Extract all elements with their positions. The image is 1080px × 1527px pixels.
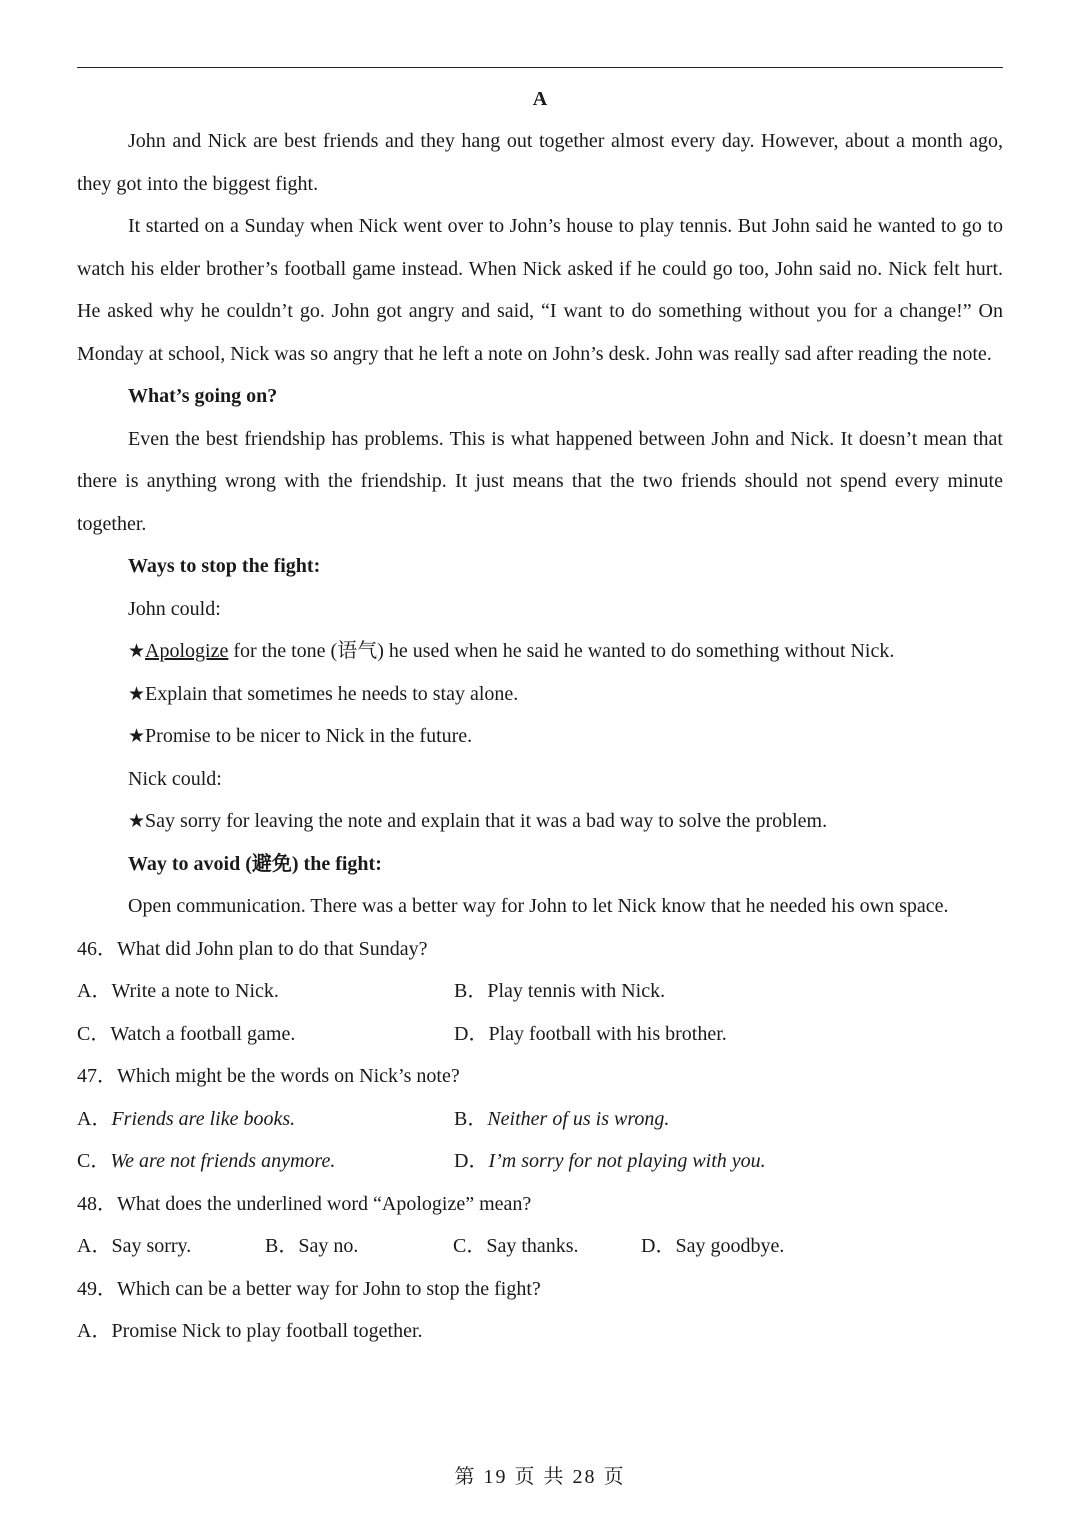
option-text: Neither of us is wrong. (487, 1107, 670, 1130)
question-48-options-row (77, 1225, 1003, 1268)
star-icon: ★ (128, 725, 146, 747)
nick-could-label: Nick could: (128, 767, 222, 790)
star-icon: ★ (128, 640, 146, 662)
option-text: Friends are like books. (111, 1107, 296, 1130)
underlined-word-apologize: Apologize (145, 640, 229, 662)
question-47-option-c (77, 1140, 454, 1183)
question-47-option-a (77, 1098, 454, 1141)
option-label: A． (77, 1107, 112, 1130)
option-text: We are not friends anymore. (110, 1150, 336, 1172)
question-46-option-d: D．Play football with his brother. (454, 1022, 727, 1045)
question-46-options-row-2 (77, 1013, 1003, 1056)
question-47-option-d (454, 1140, 766, 1183)
question-49-stem: 49．Which can be a better way for John to stop the fight? (77, 1277, 541, 1300)
nick-tip-1-text: Say sorry for leaving the note and explain that it was a bad way to solve the problem. (145, 810, 828, 832)
star-icon: ★ (128, 682, 146, 705)
question-47-stem: 47．Which might be the words on Nick’s note? (77, 1065, 460, 1087)
question-46-option-a: A．Write a note to Nick. (77, 980, 279, 1002)
question-46-option-c: C．Watch a football game. (77, 1022, 296, 1045)
passage-paragraph-2: It started on a Sunday when Nick went over to John’s house to play tennis. But John said he wanted to go to watch his elder brother’s football game instead. When Nick asked if he could go too, John said no. Nick felt hurt. He asked why he couldn’t go. John got angry and said, “I want to do something without you for a change!” On Monday at school, Nick was so angry that he left a note on John’s desk. John was really sad after reading the note. (77, 215, 1003, 365)
question-47-options-row-2 (77, 1140, 1003, 1183)
question-46-option-b: B．Play tennis with Nick. (454, 980, 666, 1002)
question-47-option-b (454, 1098, 669, 1141)
heading-ways-to-stop: Ways to stop the fight: (128, 555, 321, 577)
john-tip-3 (77, 715, 1003, 758)
option-label: D． (454, 1150, 489, 1172)
question-46-stem: 46．What did John plan to do that Sunday? (77, 937, 428, 960)
john-tip-2-text: Explain that sometimes he needs to stay alone. (145, 682, 519, 705)
question-48-option-a: A．Say sorry. (77, 1235, 192, 1257)
heading-way-to-avoid: Way to avoid (避免) the fight: (128, 852, 382, 875)
john-tip-2 (77, 673, 1003, 716)
question-47-options-row-1 (77, 1098, 1003, 1141)
john-tip-1 (77, 630, 1003, 673)
question-49-option-a: A．Promise Nick to play football together. (77, 1320, 423, 1342)
john-tip-3-text: Promise to be nicer to Nick in the future. (145, 725, 473, 747)
document-body (77, 120, 1003, 1353)
header-rule (77, 67, 1003, 68)
john-could-label: John could: (128, 597, 221, 620)
question-48-stem: 48．What does the underlined word “Apologize” mean? (77, 1192, 532, 1215)
passage-paragraph-4: Open communication. There was a better way for John to let Nick know that he needed his own space. (128, 895, 949, 917)
star-icon: ★ (128, 810, 146, 832)
passage-paragraph-1: John and Nick are best friends and they hang out together almost every day. However, about a month ago, they got into the biggest fight. (77, 130, 1003, 195)
section-title: A (532, 88, 548, 110)
question-48-option-c: C．Say thanks. (453, 1235, 579, 1257)
question-48-option-d: D．Say goodbye. (641, 1235, 785, 1257)
option-text: I’m sorry for not playing with you. (488, 1150, 766, 1172)
nick-tip-1 (77, 800, 1003, 843)
page-footer: 第 19 页 共 28 页 (454, 1466, 626, 1488)
passage-paragraph-3: Even the best friendship has problems. This is what happened between John and Nick. It doesn’t mean that there is anything wrong with the friendship. It just means that the two friends should not spend every minute together. (77, 427, 1003, 535)
heading-whats-going-on: What’s going on? (128, 385, 278, 407)
john-tip-1-text: for the tone (语气) he used when he said he wanted to do something without Nick. (228, 640, 895, 662)
option-label: B． (454, 1107, 488, 1130)
question-48-option-b: B．Say no. (265, 1235, 359, 1257)
question-46-options-row-1 (77, 970, 1003, 1013)
option-label: C． (77, 1150, 111, 1172)
